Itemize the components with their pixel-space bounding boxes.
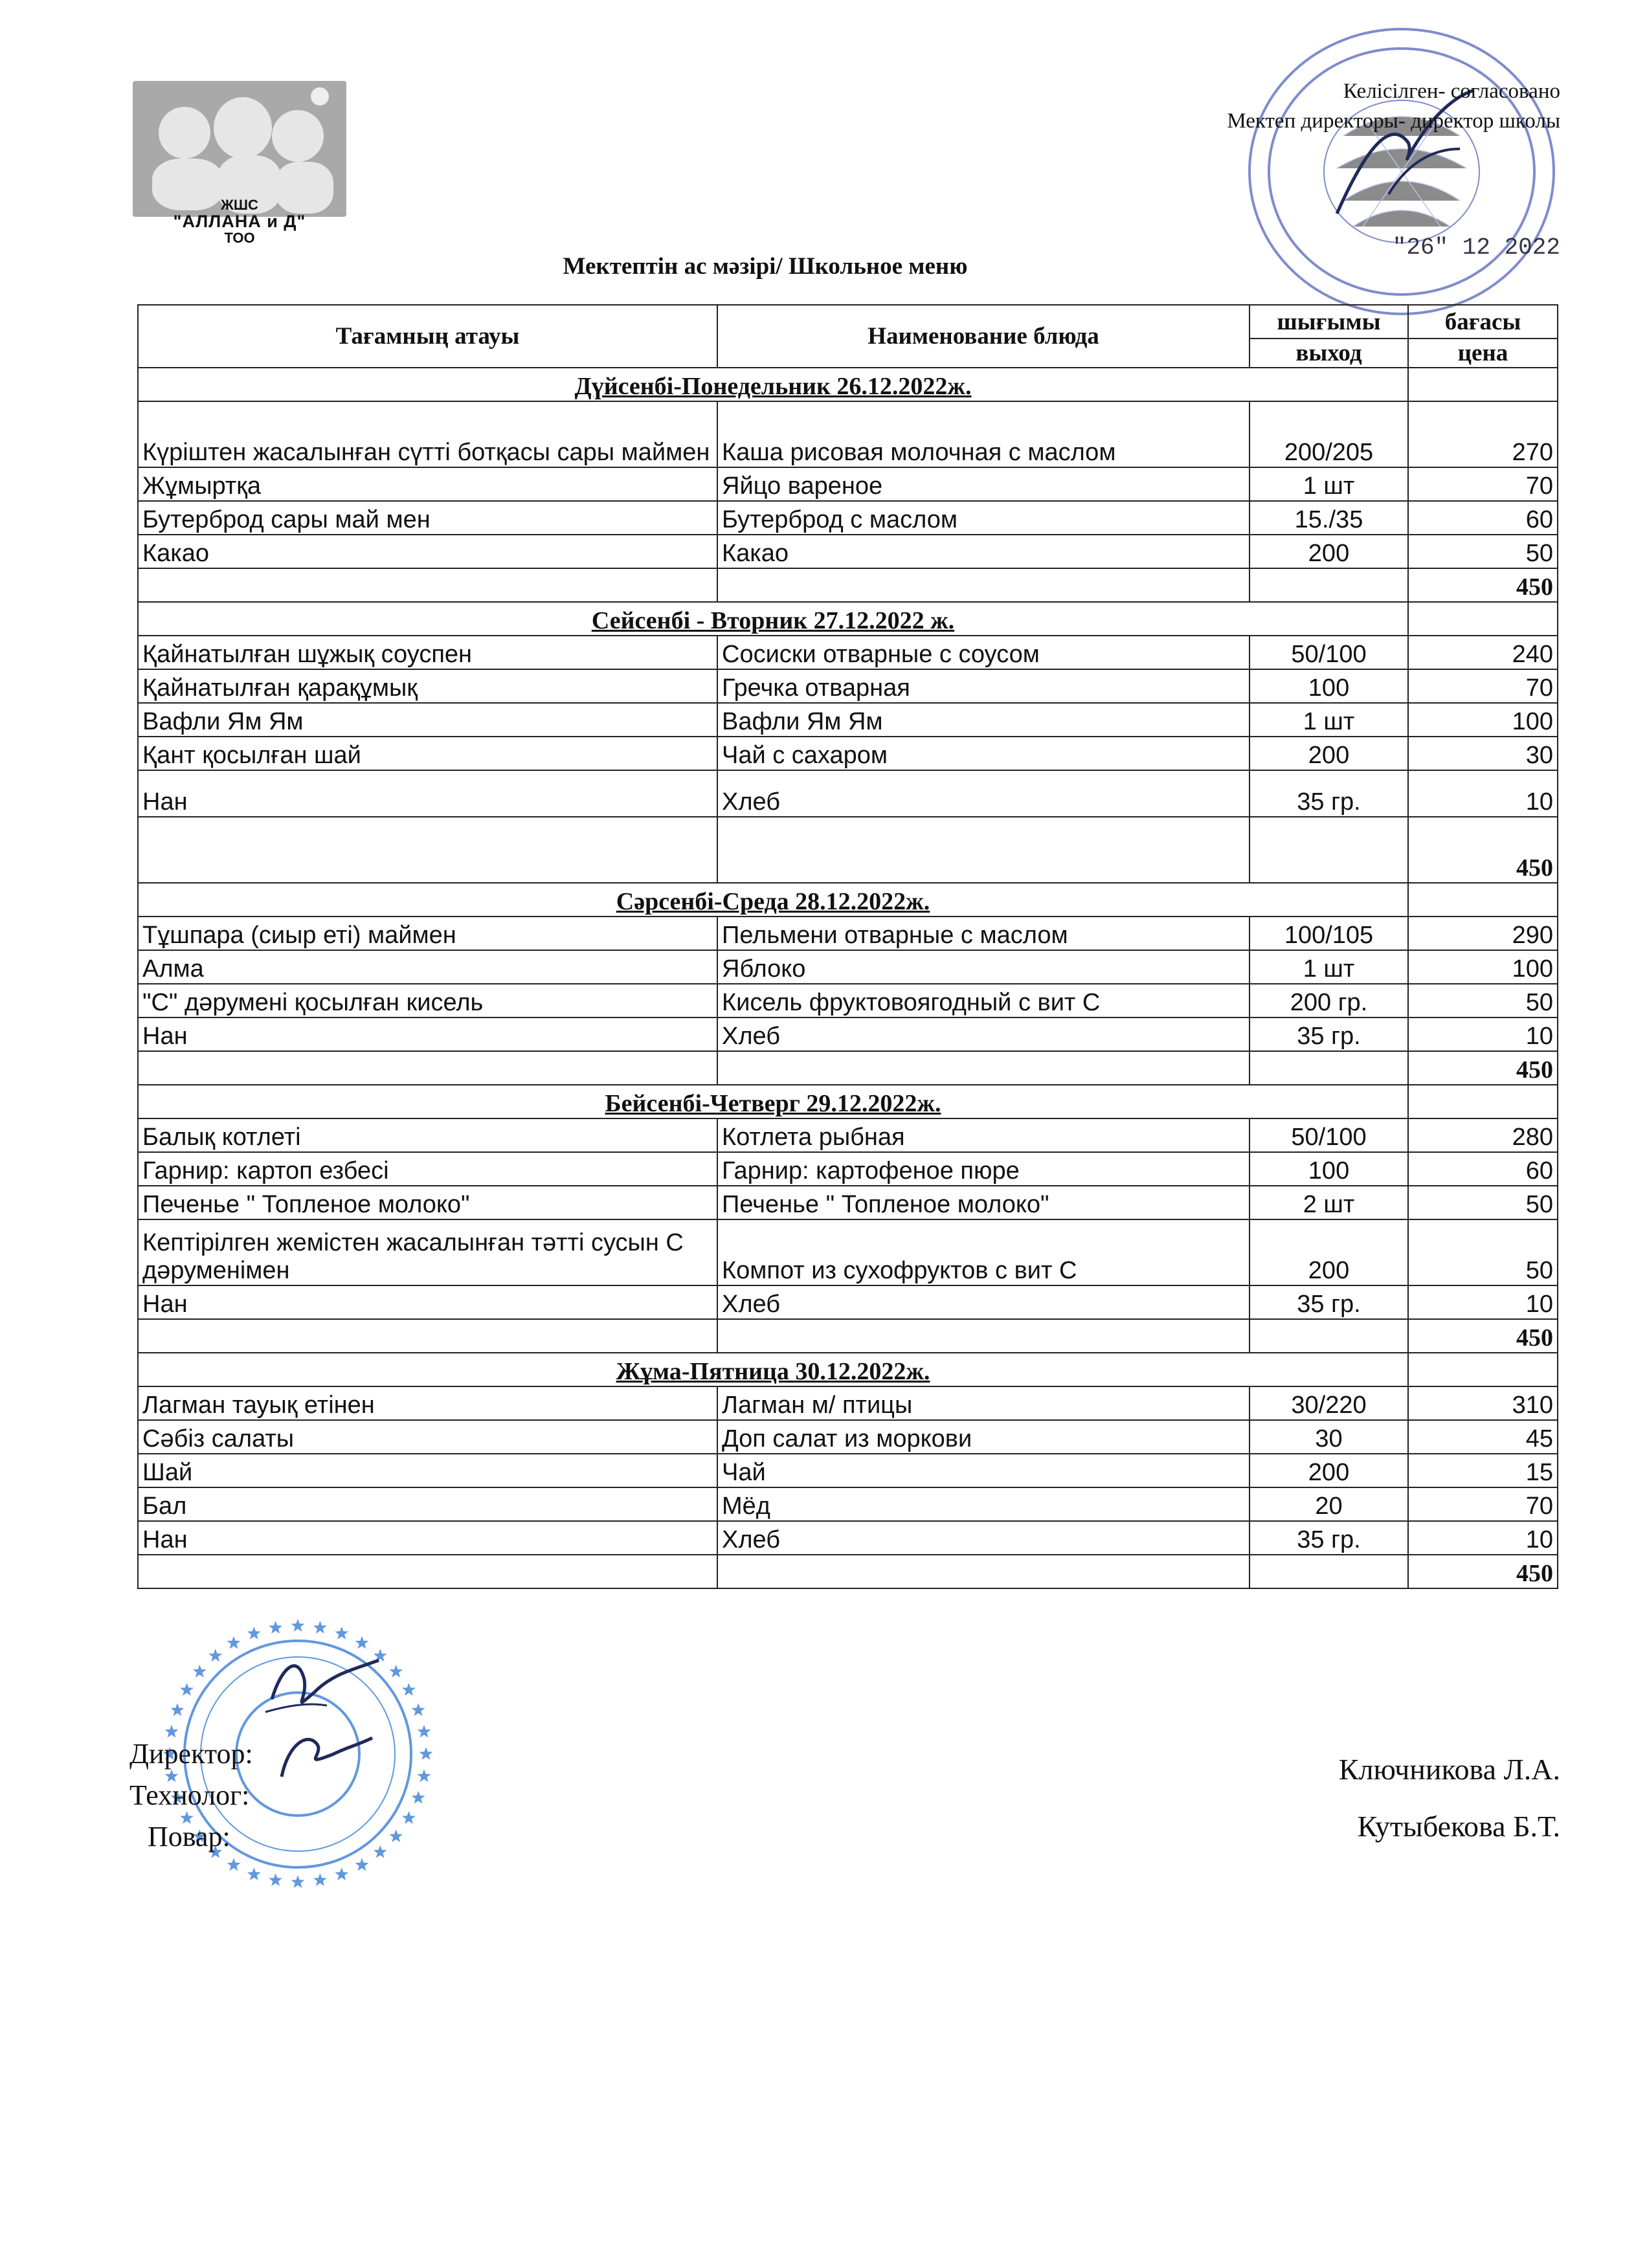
day-total: 450 bbox=[1408, 817, 1558, 883]
table-row bbox=[138, 1219, 1558, 1285]
stamp-star-icon bbox=[313, 1621, 327, 1634]
day-title: Бейсенбі-Четверг 29.12.2022ж. bbox=[138, 1085, 1408, 1118]
stamp-star-icon bbox=[180, 1683, 194, 1696]
dish-output: 200/205 bbox=[1249, 401, 1408, 467]
stamp-star-icon bbox=[402, 1811, 416, 1824]
dish-price: 60 bbox=[1408, 1152, 1558, 1186]
table-row bbox=[138, 1386, 1558, 1420]
header-price-ru: цена bbox=[1408, 339, 1558, 368]
total-empty-cell bbox=[138, 1319, 717, 1353]
dish-price: 50 bbox=[1408, 1219, 1558, 1285]
dish-price: 240 bbox=[1408, 636, 1558, 669]
dish-name-ru: Печенье " Топленое молоко" bbox=[717, 1186, 1249, 1219]
day-total: 450 bbox=[1408, 1319, 1558, 1353]
table-row bbox=[138, 1152, 1558, 1186]
director-name: Ключникова Л.А. bbox=[1338, 1753, 1560, 1786]
day-title-empty-cell bbox=[1408, 883, 1558, 917]
dish-name-ru: Какао bbox=[717, 535, 1249, 568]
dish-name-kk: Сәбіз салаты bbox=[138, 1420, 717, 1454]
stamp-star-icon bbox=[193, 1665, 207, 1678]
stamp-star-icon bbox=[247, 1867, 261, 1880]
org-line3: ТОО bbox=[224, 230, 255, 247]
stamp-star-icon bbox=[313, 1873, 327, 1886]
day-header-row bbox=[138, 883, 1558, 917]
table-row bbox=[138, 1285, 1558, 1319]
stamp-star-icon bbox=[402, 1683, 416, 1696]
dish-price: 70 bbox=[1408, 1487, 1558, 1521]
dish-output: 30/220 bbox=[1249, 1386, 1408, 1420]
day-title: Сейсенбі - Вторник 27.12.2022 ж. bbox=[138, 602, 1408, 636]
total-empty-cell bbox=[1249, 817, 1408, 883]
dish-price: 30 bbox=[1408, 737, 1558, 770]
dish-name-kk: Балық котлеті bbox=[138, 1118, 717, 1152]
table-row bbox=[138, 917, 1558, 950]
table-row bbox=[138, 1420, 1558, 1454]
dish-name-kk: Қайнатылған қарақұмық bbox=[138, 669, 717, 703]
approval-date: "26" 12 2022 bbox=[1392, 234, 1560, 261]
table-row bbox=[138, 1118, 1558, 1152]
dish-name-ru: Каша рисовая молочная с маслом bbox=[717, 401, 1249, 467]
director-label: Директор: bbox=[129, 1738, 253, 1770]
day-total-row bbox=[138, 817, 1558, 883]
technologist-label: Технолог: bbox=[129, 1779, 250, 1811]
stamp-star-icon bbox=[269, 1873, 282, 1886]
org-line1: ЖШС bbox=[221, 197, 258, 213]
total-empty-cell bbox=[1249, 1319, 1408, 1353]
dish-name-kk: Шай bbox=[138, 1454, 717, 1487]
table-row bbox=[138, 770, 1558, 817]
table-row bbox=[138, 1521, 1558, 1555]
stamp-star-icon bbox=[291, 1619, 305, 1632]
stamp-star-icon bbox=[412, 1703, 425, 1716]
table-header-row bbox=[138, 305, 1558, 339]
cook-label: Повар: bbox=[148, 1821, 230, 1852]
dish-name-kk: Нан bbox=[138, 770, 717, 817]
dish-price: 10 bbox=[1408, 1017, 1558, 1051]
dish-name-kk: Тұшпара (сиыр еті) маймен bbox=[138, 917, 717, 950]
dish-output: 35 гр. bbox=[1249, 770, 1408, 817]
dish-output: 35 гр. bbox=[1249, 1017, 1408, 1051]
day-total-row bbox=[138, 1051, 1558, 1085]
stamp-star-icon bbox=[335, 1867, 348, 1880]
dish-name-ru: Компот из сухофруктов с вит С bbox=[717, 1219, 1249, 1285]
stamp-star-icon bbox=[374, 1845, 387, 1858]
dish-name-ru: Чай с сахаром bbox=[717, 737, 1249, 770]
dish-price: 10 bbox=[1408, 770, 1558, 817]
dish-price: 15 bbox=[1408, 1454, 1558, 1487]
dish-name-ru: Котлета рыбная bbox=[717, 1118, 1249, 1152]
dish-price: 10 bbox=[1408, 1521, 1558, 1555]
dish-output: 20 bbox=[1249, 1487, 1408, 1521]
stamp-star-icon bbox=[269, 1621, 282, 1634]
dish-name-ru: Доп салат из моркови bbox=[717, 1420, 1249, 1454]
stamp-star-icon bbox=[418, 1725, 431, 1738]
day-title: Жұма-Пятница 30.12.2022ж. bbox=[138, 1353, 1408, 1386]
dish-name-kk: Алма bbox=[138, 950, 717, 984]
page-title bbox=[0, 252, 1647, 280]
total-empty-cell bbox=[717, 1555, 1249, 1588]
stamp-star-icon bbox=[355, 1858, 369, 1871]
total-empty-cell bbox=[717, 1319, 1249, 1353]
stamp-star-icon bbox=[247, 1627, 261, 1640]
menu-table bbox=[137, 304, 1558, 1589]
dish-output: 50/100 bbox=[1249, 636, 1408, 669]
dish-price: 50 bbox=[1408, 535, 1558, 568]
table-row bbox=[138, 669, 1558, 703]
day-header-row bbox=[138, 368, 1558, 401]
total-empty-cell bbox=[717, 568, 1249, 602]
approval-line2: Мектеп директоры- директор школы bbox=[1227, 109, 1560, 133]
company-name bbox=[123, 197, 356, 246]
dish-name-kk: Гарнир: картоп езбесі bbox=[138, 1152, 717, 1186]
dish-output: 1 шт bbox=[1249, 703, 1408, 737]
dish-name-ru: Кисель фруктовоягодный с вит С bbox=[717, 984, 1249, 1017]
day-header-row bbox=[138, 1085, 1558, 1118]
dish-name-kk: Бал bbox=[138, 1487, 717, 1521]
dish-name-kk: "С" дәрумені қосылған кисель bbox=[138, 984, 717, 1017]
total-empty-cell bbox=[138, 568, 717, 602]
dish-price: 290 bbox=[1408, 917, 1558, 950]
stamp-star-icon bbox=[420, 1747, 433, 1760]
dish-name-kk: Қайнатылған шұжық соуспен bbox=[138, 636, 717, 669]
dish-output: 200 гр. bbox=[1249, 984, 1408, 1017]
approval-block bbox=[1227, 76, 1560, 263]
dish-name-kk: Қант қосылған шай bbox=[138, 737, 717, 770]
stamp-star-icon bbox=[412, 1791, 425, 1804]
dish-name-kk: Печенье " Топленое молоко" bbox=[138, 1186, 717, 1219]
header-name-ru: Наименование блюда bbox=[717, 305, 1249, 368]
dish-name-ru: Хлеб bbox=[717, 770, 1249, 817]
header-name-kk: Тағамның атауы bbox=[138, 305, 717, 368]
dish-name-ru: Вафли Ям Ям bbox=[717, 703, 1249, 737]
stamp-star-icon bbox=[355, 1636, 369, 1649]
stamp-star-icon bbox=[389, 1829, 403, 1842]
dish-output: 35 гр. bbox=[1249, 1521, 1408, 1555]
dish-price: 10 bbox=[1408, 1285, 1558, 1319]
day-total-row bbox=[138, 568, 1558, 602]
dish-name-kk: Нан bbox=[138, 1017, 717, 1051]
day-title-empty-cell bbox=[1408, 1353, 1558, 1386]
day-title-empty-cell bbox=[1408, 368, 1558, 401]
dish-name-ru: Яйцо вареное bbox=[717, 467, 1249, 501]
dish-output: 35 гр. bbox=[1249, 1285, 1408, 1319]
stamp-star-icon bbox=[418, 1769, 431, 1782]
dish-output: 200 bbox=[1249, 1219, 1408, 1285]
dish-price: 50 bbox=[1408, 984, 1558, 1017]
day-title-empty-cell bbox=[1408, 1085, 1558, 1118]
dish-output: 200 bbox=[1249, 535, 1408, 568]
dish-output: 200 bbox=[1249, 1454, 1408, 1487]
approval-line1: Келісілген- согласовано bbox=[1343, 80, 1560, 103]
dish-output: 30 bbox=[1249, 1420, 1408, 1454]
stamp-star-icon bbox=[335, 1627, 348, 1640]
dish-name-kk: Какао bbox=[138, 535, 717, 568]
day-title: Сәрсенбі-Среда 28.12.2022ж. bbox=[138, 883, 1408, 917]
dish-name-kk: Нан bbox=[138, 1521, 717, 1555]
total-empty-cell bbox=[138, 1051, 717, 1085]
dish-price: 60 bbox=[1408, 501, 1558, 535]
dish-name-kk: Кептірілген жемістен жасалынған тәтті сусын С дәруменімен bbox=[138, 1219, 717, 1285]
table-row bbox=[138, 401, 1558, 467]
dish-output: 15./35 bbox=[1249, 501, 1408, 535]
dish-name-ru: Яблоко bbox=[717, 950, 1249, 984]
dish-price: 310 bbox=[1408, 1386, 1558, 1420]
dish-price: 280 bbox=[1408, 1118, 1558, 1152]
dish-name-ru: Хлеб bbox=[717, 1521, 1249, 1555]
dish-name-kk: Вафли Ям Ям bbox=[138, 703, 717, 737]
table-row bbox=[138, 1487, 1558, 1521]
table-row bbox=[138, 737, 1558, 770]
dish-name-ru: Бутерброд с маслом bbox=[717, 501, 1249, 535]
total-empty-cell bbox=[717, 1051, 1249, 1085]
dish-output: 1 шт bbox=[1249, 950, 1408, 984]
dish-output: 50/100 bbox=[1249, 1118, 1408, 1152]
menu-table-body bbox=[138, 305, 1558, 1588]
dish-price: 100 bbox=[1408, 950, 1558, 984]
table-row bbox=[138, 984, 1558, 1017]
day-total-row bbox=[138, 1319, 1558, 1353]
dish-name-kk: Күріштен жасалынған сүтті ботқасы сары маймен bbox=[138, 401, 717, 467]
dish-name-kk: Бутерброд сары май мен bbox=[138, 501, 717, 535]
header-price-kk: бағасы bbox=[1408, 305, 1558, 339]
day-title-empty-cell bbox=[1408, 602, 1558, 636]
dish-name-kk: Нан bbox=[138, 1285, 717, 1319]
header-output-ru: выход bbox=[1249, 339, 1408, 368]
dish-name-ru: Сосиски отварные с соусом bbox=[717, 636, 1249, 669]
dish-name-ru: Гарнир: картофеное пюре bbox=[717, 1152, 1249, 1186]
dish-name-ru: Хлеб bbox=[717, 1017, 1249, 1051]
stamp-star-icon bbox=[171, 1703, 185, 1716]
total-empty-cell bbox=[1249, 1051, 1408, 1085]
table-row bbox=[138, 950, 1558, 984]
total-empty-cell bbox=[138, 817, 717, 883]
total-empty-cell bbox=[717, 817, 1249, 883]
table-row bbox=[138, 467, 1558, 501]
table-row bbox=[138, 703, 1558, 737]
day-header-row bbox=[138, 602, 1558, 636]
day-header-row bbox=[138, 1353, 1558, 1386]
stamp-star-icon bbox=[208, 1649, 222, 1662]
table-row bbox=[138, 636, 1558, 669]
org-line2: "АЛЛАНА и Д" bbox=[173, 212, 306, 232]
stamp-star-icon bbox=[291, 1875, 305, 1888]
signature-labels bbox=[129, 1722, 253, 1858]
stamp-star-icon bbox=[389, 1665, 403, 1678]
dish-price: 70 bbox=[1408, 669, 1558, 703]
day-total-row bbox=[138, 1555, 1558, 1588]
day-total: 450 bbox=[1408, 1051, 1558, 1085]
table-row bbox=[138, 535, 1558, 568]
dish-name-ru: Пельмени отварные с маслом bbox=[717, 917, 1249, 950]
dish-price: 45 bbox=[1408, 1420, 1558, 1454]
total-empty-cell bbox=[1249, 568, 1408, 602]
dish-price: 70 bbox=[1408, 467, 1558, 501]
signature-names bbox=[1339, 1741, 1560, 1855]
stamp-star-icon bbox=[227, 1858, 241, 1871]
dish-price: 100 bbox=[1408, 703, 1558, 737]
table-row bbox=[138, 1454, 1558, 1487]
header-output-kk: шығымы bbox=[1249, 305, 1408, 339]
dish-output: 100 bbox=[1249, 1152, 1408, 1186]
technologist-name: Кутыбекова Б.Т. bbox=[1357, 1810, 1560, 1843]
dish-name-ru: Гречка отварная bbox=[717, 669, 1249, 703]
dish-price: 50 bbox=[1408, 1186, 1558, 1219]
table-row bbox=[138, 1186, 1558, 1219]
dish-name-ru: Лагман м/ птицы bbox=[717, 1386, 1249, 1420]
page-title-text: Мектептін ас мәзірі/ Школьное меню bbox=[563, 253, 968, 280]
dish-output: 2 шт bbox=[1249, 1186, 1408, 1219]
dish-output: 200 bbox=[1249, 737, 1408, 770]
total-empty-cell bbox=[1249, 1555, 1408, 1588]
dish-name-ru: Чай bbox=[717, 1454, 1249, 1487]
dish-name-ru: Хлеб bbox=[717, 1285, 1249, 1319]
day-title: Дүйсенбі-Понедельник 26.12.2022ж. bbox=[138, 368, 1408, 401]
day-total: 450 bbox=[1408, 1555, 1558, 1588]
dish-output: 100 bbox=[1249, 669, 1408, 703]
dish-price: 270 bbox=[1408, 401, 1558, 467]
total-empty-cell bbox=[138, 1555, 717, 1588]
dish-name-kk: Жұмыртқа bbox=[138, 467, 717, 501]
table-row bbox=[138, 1017, 1558, 1051]
dish-output: 1 шт bbox=[1249, 467, 1408, 501]
day-total: 450 bbox=[1408, 568, 1558, 602]
dish-name-kk: Лагман тауық етінен bbox=[138, 1386, 717, 1420]
table-row bbox=[138, 501, 1558, 535]
dish-name-ru: Мёд bbox=[717, 1487, 1249, 1521]
dish-output: 100/105 bbox=[1249, 917, 1408, 950]
stamp-star-icon bbox=[227, 1636, 241, 1649]
